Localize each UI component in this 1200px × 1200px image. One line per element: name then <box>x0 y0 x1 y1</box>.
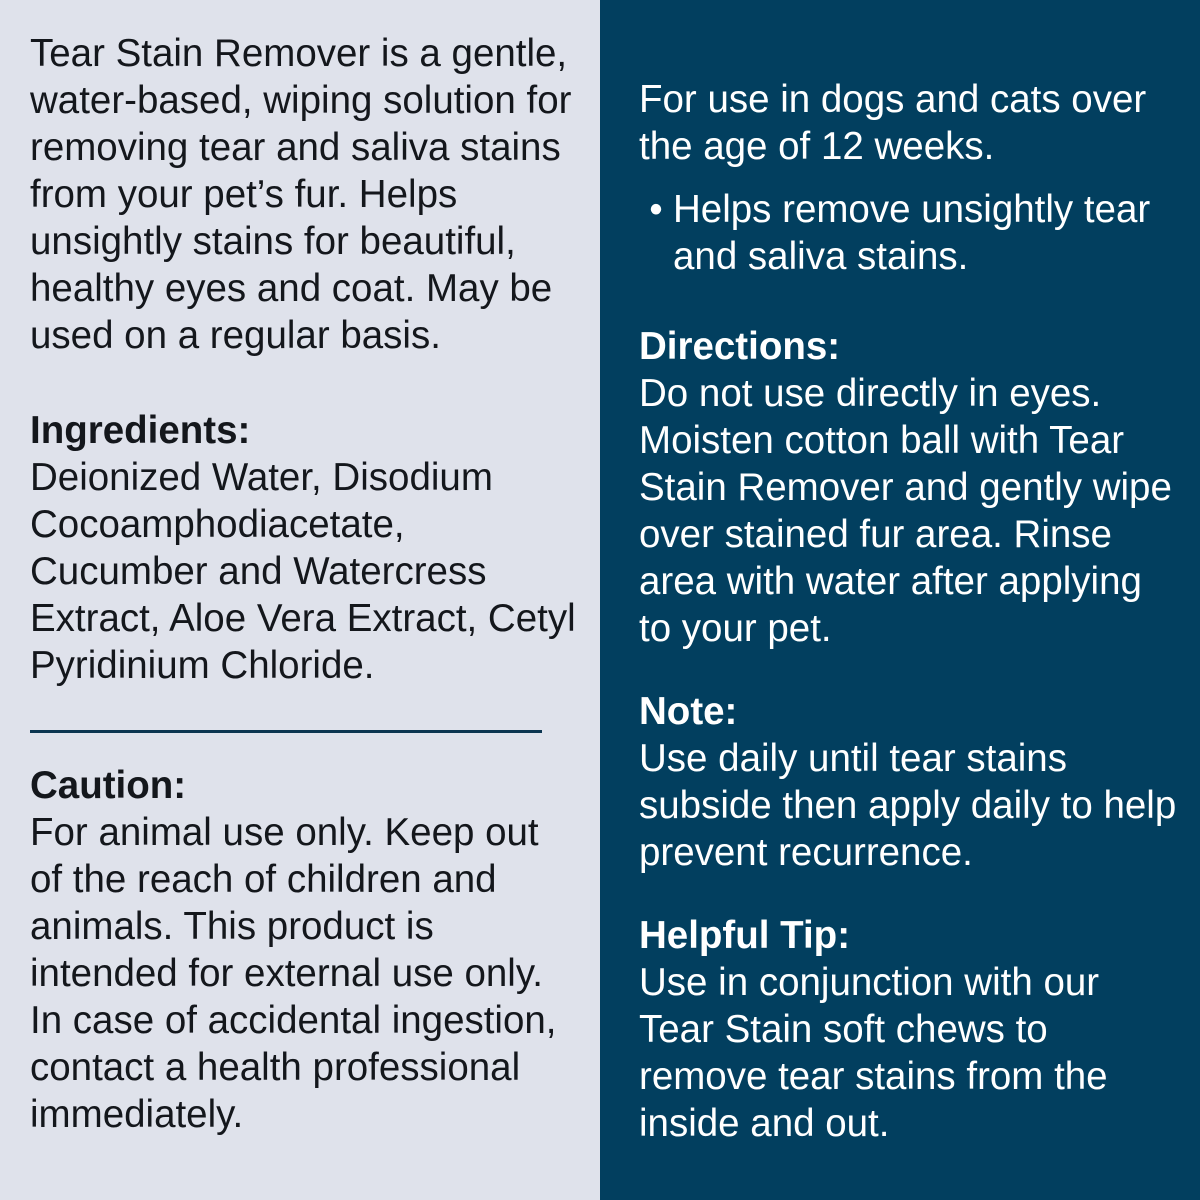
tip-heading: Helpful Tip: <box>639 914 851 957</box>
directions-heading: Directions: <box>639 325 841 368</box>
tip-text: Use in conjunction with our Tear Stain soft chews to remove tear stains from the inside and out. <box>639 961 1108 1145</box>
benefit-bullet <box>639 186 1180 280</box>
caution-text: For animal use only. Keep out of the reach of children and animals. This product is intended for external use only. In case of accidental ingestion, contact a health professional immediately. <box>30 811 557 1136</box>
section-divider <box>30 730 542 733</box>
note-heading: Note: <box>639 690 738 733</box>
ingredients-text: Deionized Water, Disodium Cocoamphodiacetate, Cucumber and Watercress Extract, Aloe Vera Extract, Cetyl Pyridinium Chloride. <box>30 456 576 687</box>
bullet-marker: • <box>649 188 663 231</box>
caution-heading: Caution: <box>30 764 187 807</box>
ingredients-heading: Ingredients: <box>30 409 251 452</box>
note-text: Use daily until tear stains subside then apply daily to help prevent recurrence. <box>639 737 1177 874</box>
usage-text: For use in dogs and cats over the age of 12 weeks. <box>639 78 1147 168</box>
benefit-text: Helps remove unsightly tear and saliva stains. <box>673 188 1151 278</box>
intro-paragraph: Tear Stain Remover is a gentle, water-based, wiping solution for removing tear and saliva stains from your pet’s fur. Helps unsightly stains for beautiful, healthy eyes and coat. May be used on a regular basis. <box>30 32 572 357</box>
right-column <box>600 0 1200 1200</box>
directions-text: Do not use directly in eyes. Moisten cotton ball with Tear Stain Remover and gently wipe over stained fur area. Rinse area with water after applying to your pet. <box>639 372 1172 650</box>
